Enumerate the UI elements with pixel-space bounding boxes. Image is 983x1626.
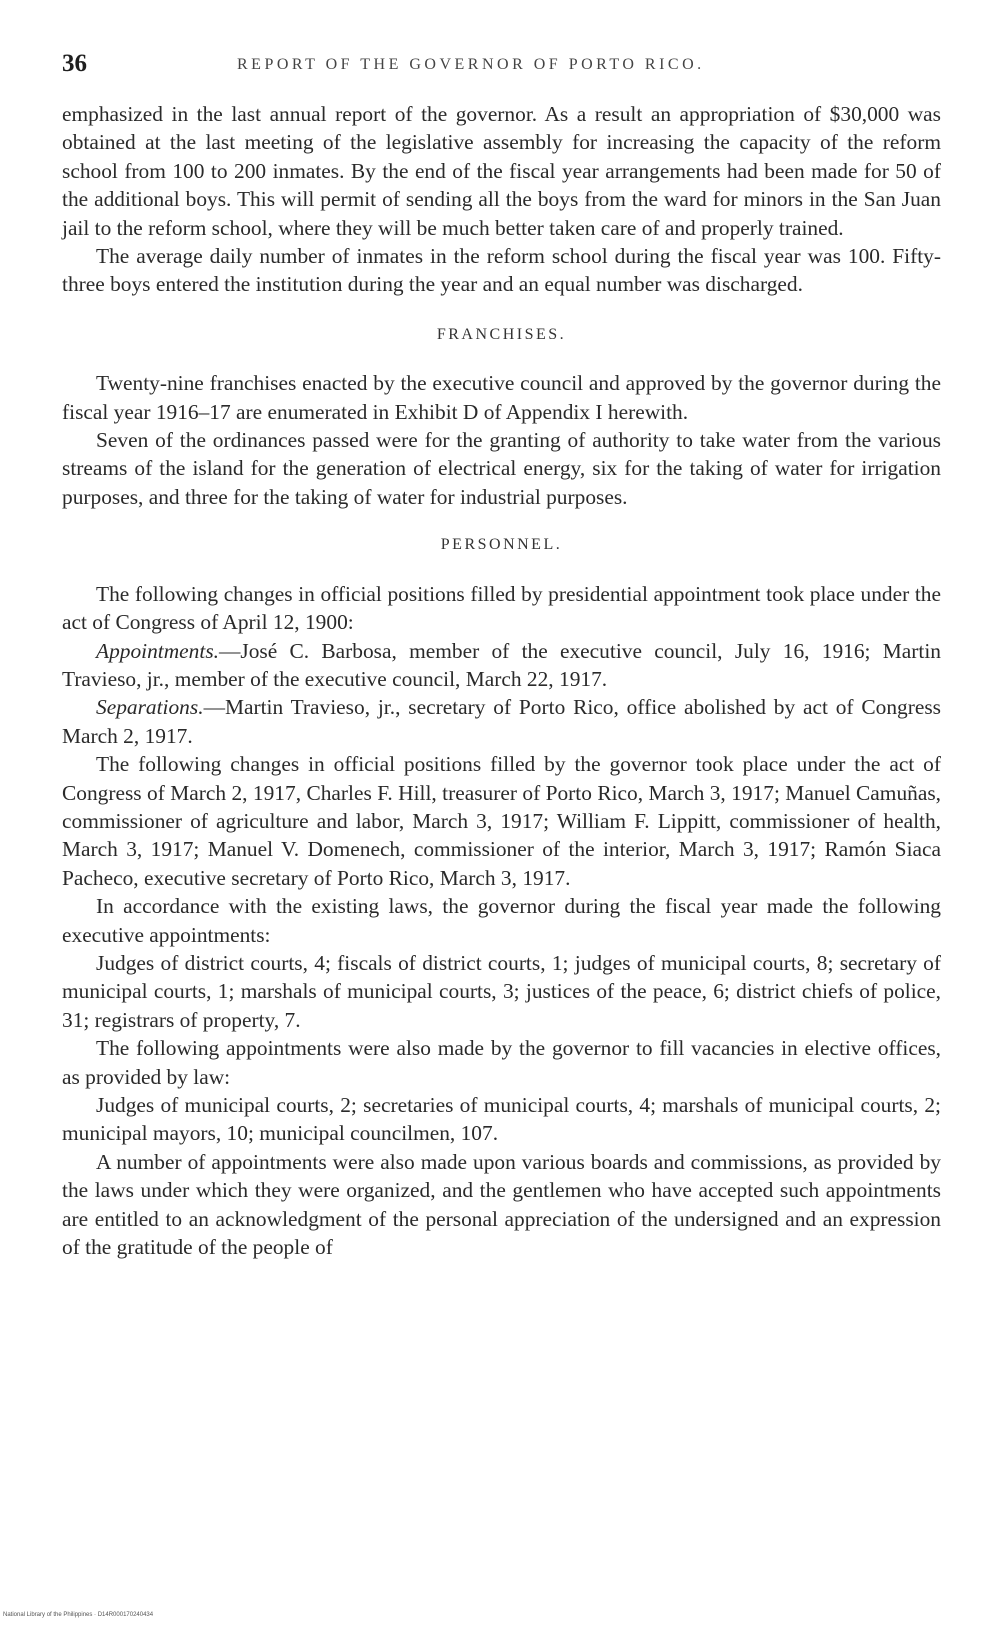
section-heading-franchises: FRANCHISES. xyxy=(436,325,567,343)
paragraph-separations xyxy=(62,693,941,750)
paragraph-reform-school-continued: emphasized in the last annual report of the governor. As a result an appropriation of $30,000 was obtained at the last meeting of the legislative assembly for increasing the capacity of the reform school from 100 to 200 inmates. By the end of the fiscal year arrangements had been made for 50 of the additional boys. This will permit of sending all the boys from the ward for minors in the San Juan jail to the reform school, where they will be much better taken care of and properly trained. xyxy=(62,102,941,240)
paragraph-boards-commissions: A number of appointments were also made upon various boards and commissions, as provided by the laws under which they were organized, and the gentlemen who have accepted such appointments are entitled to an acknowledgment of the personal appreciation of the undersigned and an expression of the gratitude of the people of xyxy=(62,1149,941,1260)
page-header xyxy=(62,50,942,80)
separations-text: —Martin Travieso, jr., secretary of Porto Rico, office abolished by act of Congress March 2, 1917. xyxy=(62,695,941,748)
paragraph-appointments xyxy=(62,637,941,694)
running-head: REPORT OF THE GOVERNOR OF PORTO RICO. xyxy=(237,56,705,73)
paragraph-governor-changes: The following changes in official positions filled by the governor took place under the act of Congress of March 2, 1917, Charles F. Hill, treasurer of Porto Rico, March 3, 1917; Manuel Camuñas, commissioner of agriculture and labor, March 3, 1917; William F. Lippitt, commissioner of health, March 3, 1917; Manuel V. Domenech, commissioner of the interior, March 3, 1917; Ramón Siaca Pacheco, executive secretary of Porto Rico, March 3, 1917. xyxy=(62,752,941,890)
appointments-label: Appointments. xyxy=(96,638,219,663)
separations-label: Separations. xyxy=(96,695,204,720)
paragraph-elective-vacancies-intro: The following appointments were also made by the governor to fill vacancies in elective offices, as provided by law: xyxy=(62,1036,941,1089)
paragraph-franchises-enacted: Twenty-nine franchises enacted by the executive council and approved by the governor during the fiscal year 1916–17 are enumerated in Exhibit D of Appendix I herewith. xyxy=(62,371,941,424)
library-stamp: National Library of the Philippines · D14R000170240434 xyxy=(3,1612,154,1618)
page-number: 36 xyxy=(62,50,87,77)
appointments-text: —José C. Barbosa, member of the executive council, July 16, 1916; Martin Travieso, jr., member of the executive council, March 22, 1917. xyxy=(62,638,941,691)
paragraph-average-inmates: The average daily number of inmates in the reform school during the fiscal year was 100. Fifty-three boys entered the institution during the year and an equal number was discharged. xyxy=(62,244,941,297)
paragraph-executive-appointments-intro: In accordance with the existing laws, the governor during the fiscal year made the following executive appointments: xyxy=(62,894,941,947)
body-text xyxy=(62,100,941,1261)
paragraph-water-ordinances: Seven of the ordinances passed were for the granting of authority to take water from the various streams of the island for the generation of electrical energy, six for the taking of water for irrigation purposes, and three for the taking of water for industrial purposes. xyxy=(62,428,941,509)
section-heading-personnel: PERSONNEL. xyxy=(440,536,563,554)
paragraph-executive-appointments-list: Judges of district courts, 4; fiscals of district courts, 1; judges of municipal courts, 8; secretary of municipal courts, 1; marshals of municipal courts, 3; justices of the peace, 6; district chiefs of police, 31; registrars of property, 7. xyxy=(62,950,941,1032)
paragraph-presidential-changes: The following changes in official positions filled by presidential appointment took place under the act of Congress of April 12, 1900: xyxy=(62,581,941,635)
paragraph-elective-vacancies-list: Judges of municipal courts, 2; secretaries of municipal courts, 4; marshals of municipal courts, 2; municipal mayors, 10; municipal councilmen, 107. xyxy=(62,1093,941,1146)
